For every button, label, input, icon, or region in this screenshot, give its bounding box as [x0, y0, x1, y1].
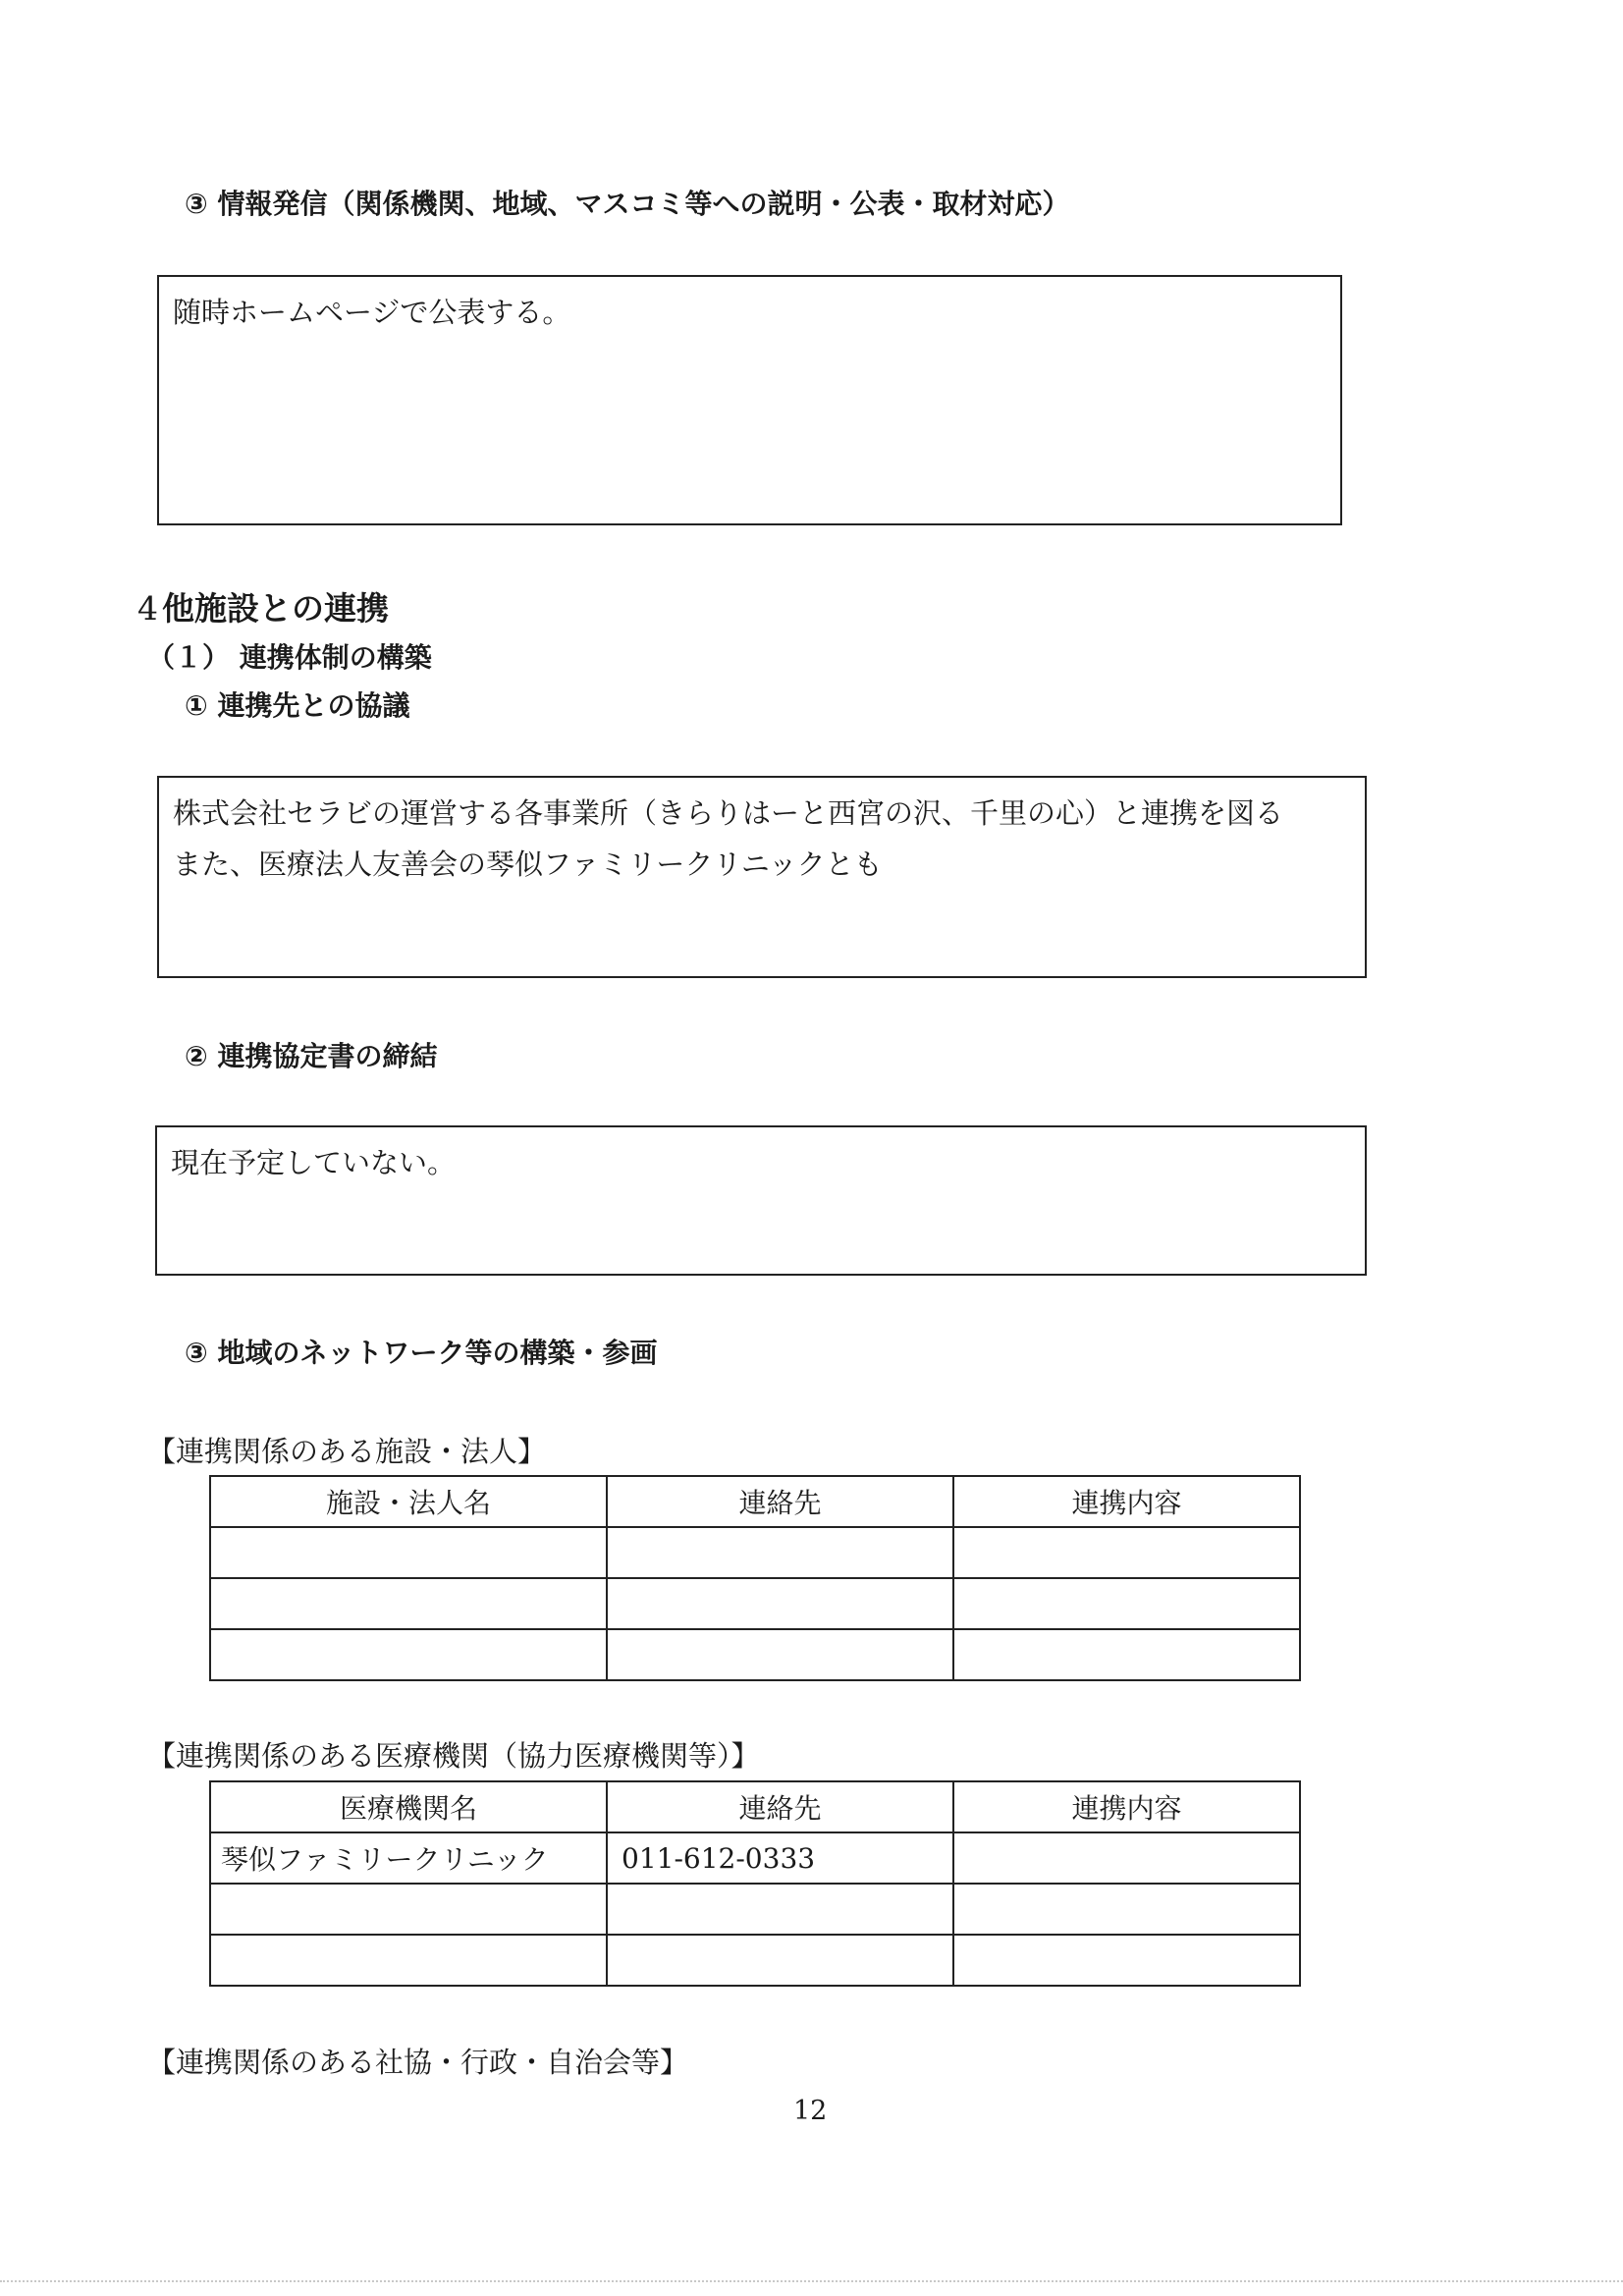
table-cell [607, 1629, 953, 1680]
item2-box [155, 1125, 1367, 1276]
scan-edge-line [0, 2280, 1623, 2282]
section4-title-text: 他施設との連携 [162, 589, 389, 628]
table-cell [607, 1884, 953, 1935]
table-cell [953, 1629, 1300, 1680]
table-cell [210, 1578, 607, 1629]
item2-box-line: 現在予定していない。 [171, 1146, 457, 1179]
table-cell: 琴似ファミリークリニック [210, 1832, 607, 1884]
table-cell [953, 1935, 1300, 1986]
table-cell [953, 1527, 1300, 1578]
table-row [210, 1832, 1300, 1884]
table-cell [210, 1884, 607, 1935]
table-row [210, 1629, 1300, 1680]
table-row [210, 1884, 1300, 1935]
table-cell [953, 1578, 1300, 1629]
facilities-table [209, 1475, 1301, 1681]
table-cell [607, 1527, 953, 1578]
medical-table-label: 【連携関係のある医療機関（協力医療機関等）】 [147, 1739, 760, 1773]
table-cell [607, 1578, 953, 1629]
table-cell [210, 1629, 607, 1680]
header-cell: 連絡先 [607, 1476, 953, 1527]
section3-box-line: 随時ホームページで公表する。 [173, 296, 571, 329]
table-row [210, 1935, 1300, 1986]
header-cell: 連携内容 [953, 1781, 1300, 1832]
section4-number: 4 [137, 589, 158, 628]
item1-box-line-1: 株式会社セラビの運営する各事業所（きらりはーと西宮の沢、千里の心）と連携を図る [173, 796, 1284, 830]
table-cell [210, 1935, 607, 1986]
table-cell [953, 1884, 1300, 1935]
header-cell: 医療機関名 [210, 1781, 607, 1832]
table-cell [607, 1935, 953, 1986]
section3-box [157, 275, 1342, 525]
item1-heading: ① 連携先との協議 [185, 689, 410, 722]
section3-heading: ③ 情報発信（関係機関、地域、マスコミ等への説明・公表・取材対応） [185, 188, 1070, 220]
section4-sub1: （１） 連携体制の構築 [147, 641, 432, 674]
header-cell: 施設・法人名 [210, 1476, 607, 1527]
table-header-row [210, 1781, 1300, 1832]
facilities-table-label: 【連携関係のある施設・法人】 [147, 1435, 547, 1468]
header-cell: 連絡先 [607, 1781, 953, 1832]
community-table-label: 【連携関係のある社協・行政・自治会等】 [147, 2046, 689, 2079]
item3-heading: ③ 地域のネットワーク等の構築・参画 [185, 1337, 658, 1369]
item1-box [157, 776, 1367, 978]
table-header-row [210, 1476, 1300, 1527]
table-cell [953, 1832, 1300, 1884]
section4-title [137, 583, 389, 629]
table-cell [210, 1527, 607, 1578]
table-row [210, 1527, 1300, 1578]
item1-box-line-2: また、医療法人友善会の琴似ファミリークリニックとも [173, 847, 883, 881]
page-number: 12 [793, 2096, 828, 2126]
header-cell: 連携内容 [953, 1476, 1300, 1527]
medical-table [209, 1780, 1301, 1987]
table-cell: 011-612-0333 [607, 1832, 953, 1884]
item2-heading: ② 連携協定書の締結 [185, 1040, 438, 1072]
table-row [210, 1578, 1300, 1629]
